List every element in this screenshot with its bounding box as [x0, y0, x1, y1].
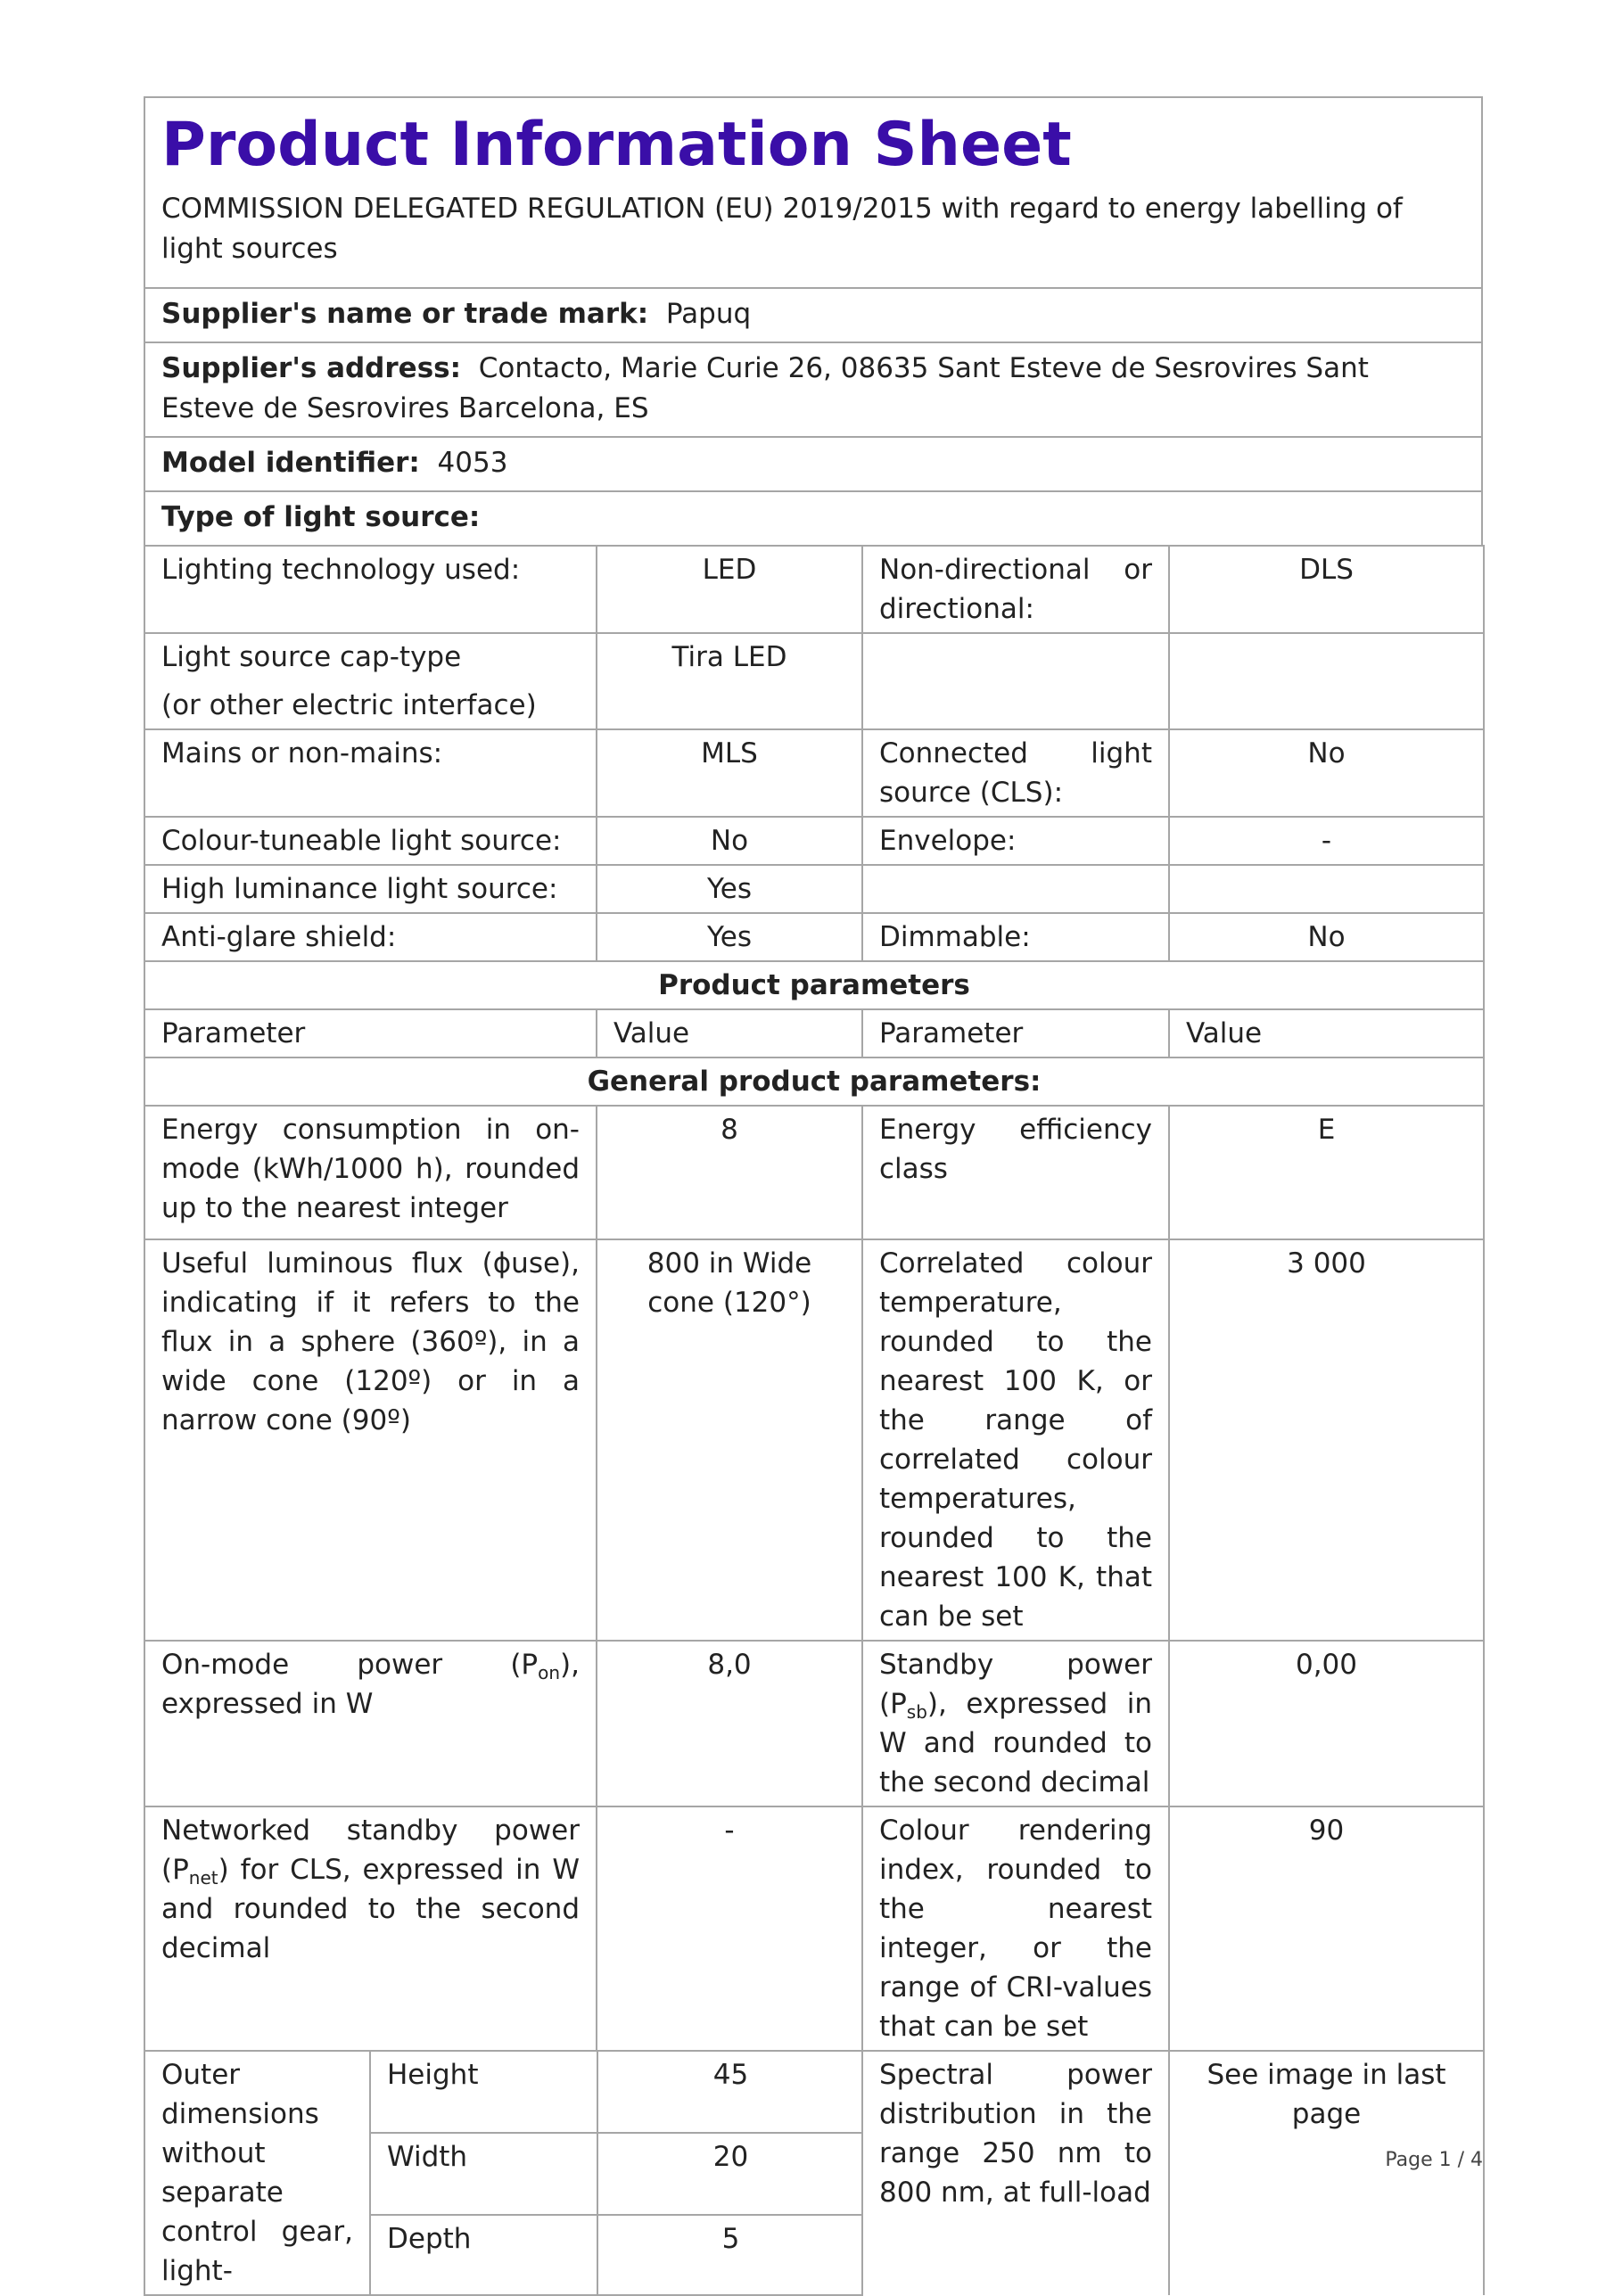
- supplier-address-row: [144, 342, 1483, 436]
- high-luminance-label: High luminance light source:: [144, 865, 597, 913]
- table-row: [144, 729, 1484, 817]
- table-row: [144, 1106, 1484, 1239]
- table-row: [144, 913, 1484, 961]
- table-row: [144, 1641, 1484, 1806]
- colour-tuneable-label: Colour-tuneable light source:: [144, 817, 597, 865]
- height-label: Height: [370, 2052, 597, 2133]
- energy-class-label: Energy efficiency class: [862, 1106, 1169, 1239]
- lighting-tech-value: LED: [597, 546, 862, 633]
- high-luminance-value: Yes: [597, 865, 862, 913]
- depth-value: 5: [597, 2215, 863, 2294]
- spectral-distribution-label: Spectral power distribution in the range 250 nm to 800 nm, at full-load: [862, 2051, 1169, 2295]
- supplier-name-value: Papuq: [665, 298, 752, 330]
- regulation-subtitle: COMMISSION DELEGATED REGULATION (EU) 2019/2015 with regard to energy labelling of light sources: [161, 193, 1403, 265]
- connected-label: Connected light source (CLS):: [862, 729, 1169, 817]
- title-block: [144, 96, 1483, 287]
- on-mode-power-value: 8,0: [597, 1641, 862, 1806]
- dimmable-value: No: [1169, 913, 1484, 961]
- supplier-address-value: Contacto, Marie Curie 26, 08635 Sant Esteve de Sesrovires Sant Esteve de Sesrovires Barcelona, ES: [161, 352, 1369, 424]
- directional-label: Non-directional or directional:: [862, 546, 1169, 633]
- column-header-parameter: Parameter: [862, 1009, 1169, 1057]
- standby-power-value: 0,00: [1169, 1641, 1484, 1806]
- table-row: [144, 1239, 1484, 1641]
- cap-type-label: [144, 633, 597, 729]
- product-information-sheet: [144, 96, 1483, 2296]
- table-row: [144, 865, 1484, 913]
- mains-value: MLS: [597, 729, 862, 817]
- cap-type-label-line-1: Light source cap-type: [161, 641, 462, 673]
- light-source-type-row: [144, 490, 1483, 545]
- standby-power-label: Standby power $(P_{sb})$, expressed in W and rounded to the second decimal: [862, 1641, 1169, 1806]
- outer-dimensions-label: Outer dimensions without separate control gear, light-: [145, 2052, 370, 2294]
- envelope-label: Envelope:: [862, 817, 1169, 865]
- networked-standby-label: Networked standby power $(P_{net})$ for CLS, expressed in W and rounded to the second decimal: [144, 1806, 597, 2051]
- table-row: [144, 546, 1484, 633]
- table-row: [144, 633, 1484, 729]
- envelope-value: -: [1169, 817, 1484, 865]
- column-header-value: Value: [1169, 1009, 1484, 1057]
- table-row: [144, 2051, 1484, 2295]
- column-header-value: Value: [597, 1009, 862, 1057]
- depth-label: Depth: [370, 2215, 597, 2294]
- spectral-distribution-value: See image in last page: [1169, 2051, 1484, 2295]
- mains-label: Mains or non-mains:: [144, 729, 597, 817]
- directional-value: DLS: [1169, 546, 1484, 633]
- supplier-address-label: Supplier's address:: [161, 352, 461, 384]
- width-label: Width: [370, 2133, 597, 2215]
- table-row: [144, 817, 1484, 865]
- model-identifier-value: 4053: [437, 447, 508, 479]
- outer-dimensions-cell: [144, 2051, 862, 2295]
- connected-value: No: [1169, 729, 1484, 817]
- lighting-tech-label: Lighting technology used:: [144, 546, 597, 633]
- page-number: Page 1 / 4: [1385, 2149, 1483, 2171]
- table-header-row: [144, 1009, 1484, 1057]
- general-parameters-heading: General product parameters:: [144, 1057, 1484, 1106]
- column-header-parameter: Parameter: [144, 1009, 597, 1057]
- supplier-name-label: Supplier's name or trade mark:: [161, 298, 649, 330]
- table-row: [144, 961, 1484, 1009]
- energy-consumption-label: Energy consumption in on-mode (kWh/1000 h), rounded up to the nearest integer: [144, 1106, 597, 1239]
- model-identifier-row: [144, 436, 1483, 490]
- page-title: Product Information Sheet: [161, 110, 1072, 180]
- energy-consumption-value: 8: [597, 1106, 862, 1239]
- empty-cell: [1169, 633, 1484, 729]
- colour-temperature-label: Correlated colour temperature, rounded to the nearest 100 K, or the range of correlated colour temperatures, rounded to the nearest 100 K, that can be set: [862, 1239, 1169, 1641]
- cap-type-label-line-2: (or other electric interface): [161, 689, 537, 721]
- empty-cell: [1169, 865, 1484, 913]
- anti-glare-value: Yes: [597, 913, 862, 961]
- width-value: 20: [597, 2133, 863, 2215]
- luminous-flux-value: 800 in Wide cone (120°): [597, 1239, 862, 1641]
- empty-cell: [862, 633, 1169, 729]
- light-source-type-label: Type of light source:: [161, 501, 481, 533]
- networked-standby-value: -: [597, 1806, 862, 2051]
- table-row: [144, 1806, 1484, 2051]
- luminous-flux-label: Useful luminous flux (ɸuse), indicating if it refers to the flux in a sphere (360º), in a wide cone (120º) or in a narrow cone (90º): [144, 1239, 597, 1641]
- cri-label: Colour rendering index, rounded to the nearest integer, or the range of CRI-values that can be set: [862, 1806, 1169, 2051]
- dimmable-label: Dimmable:: [862, 913, 1169, 961]
- anti-glare-label: Anti-glare shield:: [144, 913, 597, 961]
- colour-tuneable-value: No: [597, 817, 862, 865]
- height-value: 45: [597, 2052, 863, 2133]
- product-parameters-heading: Product parameters: [144, 961, 1484, 1009]
- cri-value: 90: [1169, 1806, 1484, 2051]
- table-row: [144, 1057, 1484, 1106]
- energy-class-value: E: [1169, 1106, 1484, 1239]
- colour-temperature-value: 3 000: [1169, 1239, 1484, 1641]
- parameters-table: [144, 545, 1485, 2296]
- model-identifier-label: Model identifier:: [161, 447, 420, 479]
- empty-cell: [862, 865, 1169, 913]
- supplier-name-row: [144, 287, 1483, 342]
- on-mode-power-label: On-mode power $(P_{on})$, expressed in W: [144, 1641, 597, 1806]
- cap-type-value: Tira LED: [597, 633, 862, 729]
